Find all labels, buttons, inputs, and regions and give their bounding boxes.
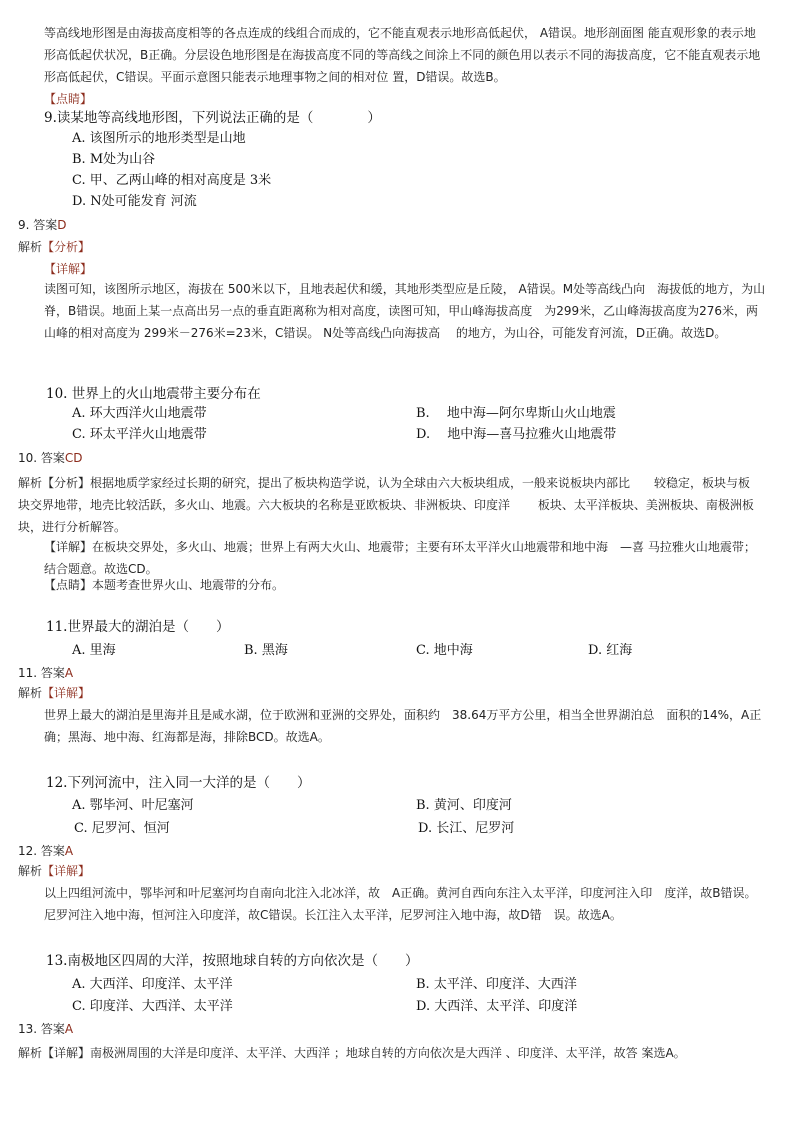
q10-option-b[interactable]: B. 地中海—阿尔卑斯山火山地震 <box>416 406 616 421</box>
q13-option-a[interactable]: A. 大西洋、印度洋、太平洋 <box>72 977 233 992</box>
q11-analysis-label: 解析【详解】 <box>18 686 91 700</box>
q10-option-a[interactable]: A. 环大西洋火山地震带 <box>72 406 207 421</box>
q10-answer: 10. 答案CD <box>18 451 83 465</box>
q13-option-c[interactable]: C. 印度洋、大西洋、太平洋 <box>72 999 233 1014</box>
q10-detail: 【详解】在板块交界处，多火山、地震；世界上有两大火山、地震带；主要有环太平洋火山地震带和地中海 —喜 马拉雅火山地震带；结合题意。故选CD。 <box>44 540 756 576</box>
q9-stem: 9.读某地等高线地形图，下列说法正确的是（ ） <box>44 110 381 126</box>
q10-analysis-label: 解析 <box>18 476 43 490</box>
q13-analysis <box>18 1042 760 1064</box>
q10-option-c[interactable]: C. 环太平洋火山地震带 <box>72 427 207 442</box>
q9-detail: 读图可知，该图所示地区，海拔在 500米以下，且地表起伏和缓，其地形类型应是丘陵， A错误。M处等高线凸向 海拔低的地方，为山脊，B错误。地面上某一点高出另一点的垂直距离称为相对高度，读图可知，甲山峰海拔高度 为299米，乙山峰海拔高度为276米，两山峰的相对高度为 299米－276米=23米，C错误。 N处等高线凸向海拔高 的地方，为山谷，可能发育河流，D正确。故选D。 <box>44 282 766 340</box>
q12-option-a[interactable]: A. 鄂毕河、叶尼塞河 <box>72 798 194 813</box>
q10-option-d[interactable]: D. 地中海—喜马拉雅火山地震带 <box>416 427 617 442</box>
q12-detail: 以上四组河流中，鄂毕河和叶尼塞河均自南向北注入北冰洋，故 A正确。黄河自西向东注入太平洋，印度河注入印 度洋，故B错误。尼罗河注入地中海，恒河注入印度洋，故C错误。长江注入太平洋，尼罗河注入地中海，故D错 误。故选A。 <box>44 886 757 922</box>
q13-stem: 13.南极地区四周的大洋，按照地球自转的方向依次是（ ） <box>46 953 419 969</box>
q13-option-b[interactable]: B. 太平洋、印度洋、大西洋 <box>416 977 577 992</box>
q10-stem: 10. 世界上的火山地震带主要分布在 <box>46 386 261 402</box>
q9-option-d[interactable]: D. N处可能发育 河流 <box>72 194 197 209</box>
q13-answer: 13. 答案A <box>18 1022 74 1036</box>
q9-analysis-label: 解析【分析】 <box>18 240 91 254</box>
q11-option-a[interactable]: A. 里海 <box>72 643 116 658</box>
q11-option-b[interactable]: B. 黑海 <box>244 643 288 658</box>
q10-tip: 【点睛】本题考查世界火山、地震带的分布。 <box>44 578 285 592</box>
q11-stem: 11.世界最大的湖泊是（ ） <box>46 619 230 635</box>
q11-option-c[interactable]: C. 地中海 <box>416 643 473 658</box>
q9-answer: 9. 答案D <box>18 218 67 232</box>
q12-option-b[interactable]: B. 黄河、印度河 <box>416 798 512 813</box>
q11-option-d[interactable]: D. 红海 <box>588 643 633 658</box>
q12-analysis-label: 解析【详解】 <box>18 864 91 878</box>
q9-option-c[interactable]: C. 甲、乙两山峰的相对高度是 3米 <box>72 173 272 188</box>
q10-analysis <box>18 472 760 538</box>
q10-analysis-text: 【分析】根据地质学家经过长期的研究，提出了板块构造学说，认为全球由六大板块组成，一般来说板块内部比 较稳定，板块与板块交界地带，地壳比较活跃，多火山、地震。六大板块的名称是亚欧板块、非洲板块、印度洋 板块、太平洋板块、美洲板块、南极洲板块，进行分析解答。 <box>18 476 754 534</box>
q12-option-c[interactable]: C. 尼罗河、恒河 <box>74 821 170 836</box>
q9-detail-tag: 【详解】 <box>44 262 93 276</box>
q12-stem: 12.下列河流中，注入同一大洋的是（ ） <box>46 775 311 791</box>
intro-tip-tag: 【点睛】 <box>44 92 93 106</box>
q12-option-d[interactable]: D. 长江、尼罗河 <box>418 821 515 836</box>
q11-answer: 11. 答案A <box>18 666 74 680</box>
q9-option-a[interactable]: A. 该图所示的地形类型是山地 <box>72 131 246 146</box>
intro-paragraph <box>44 22 764 88</box>
q12-answer: 12. 答案A <box>18 844 74 858</box>
q13-detail-text: 【详解】南极洲周围的大洋是印度洋、太平洋、大西洋 ；地球自转的方向依次是大西洋 、印度洋、太平洋，故答 案选A。 <box>42 1046 686 1060</box>
q13-analysis-label: 解析 <box>18 1046 43 1060</box>
intro-text: 等高线地形图是由海拔高度相等的各点连成的线组合而成的，它不能直观表示地形高低起伏， A错误。地形剖面图 能直观形象的表示地形高低起伏状况，B正确。分层设色地形图是在海拔高度不同的等高线之间涂上不同的颜色用以表示不同的海拔高度，它不能直观表示地形高低起伏，C错误。平面示意图只能表示地理事物之间的相对位 置，D错误。故选B。 <box>44 26 761 84</box>
q9-option-b[interactable]: B. M处为山谷 <box>72 152 156 167</box>
q11-detail: 世界上最大的湖泊是里海并且是咸水湖，位于欧洲和亚洲的交界处，面积约 38.64万平方公里，相当全世界湖泊总 面积的14%，A正确；黑海、地中海、红海都是海，排除BCD。故选A。 <box>44 708 762 744</box>
q13-option-d[interactable]: D. 大西洋、太平洋、印度洋 <box>416 999 578 1014</box>
